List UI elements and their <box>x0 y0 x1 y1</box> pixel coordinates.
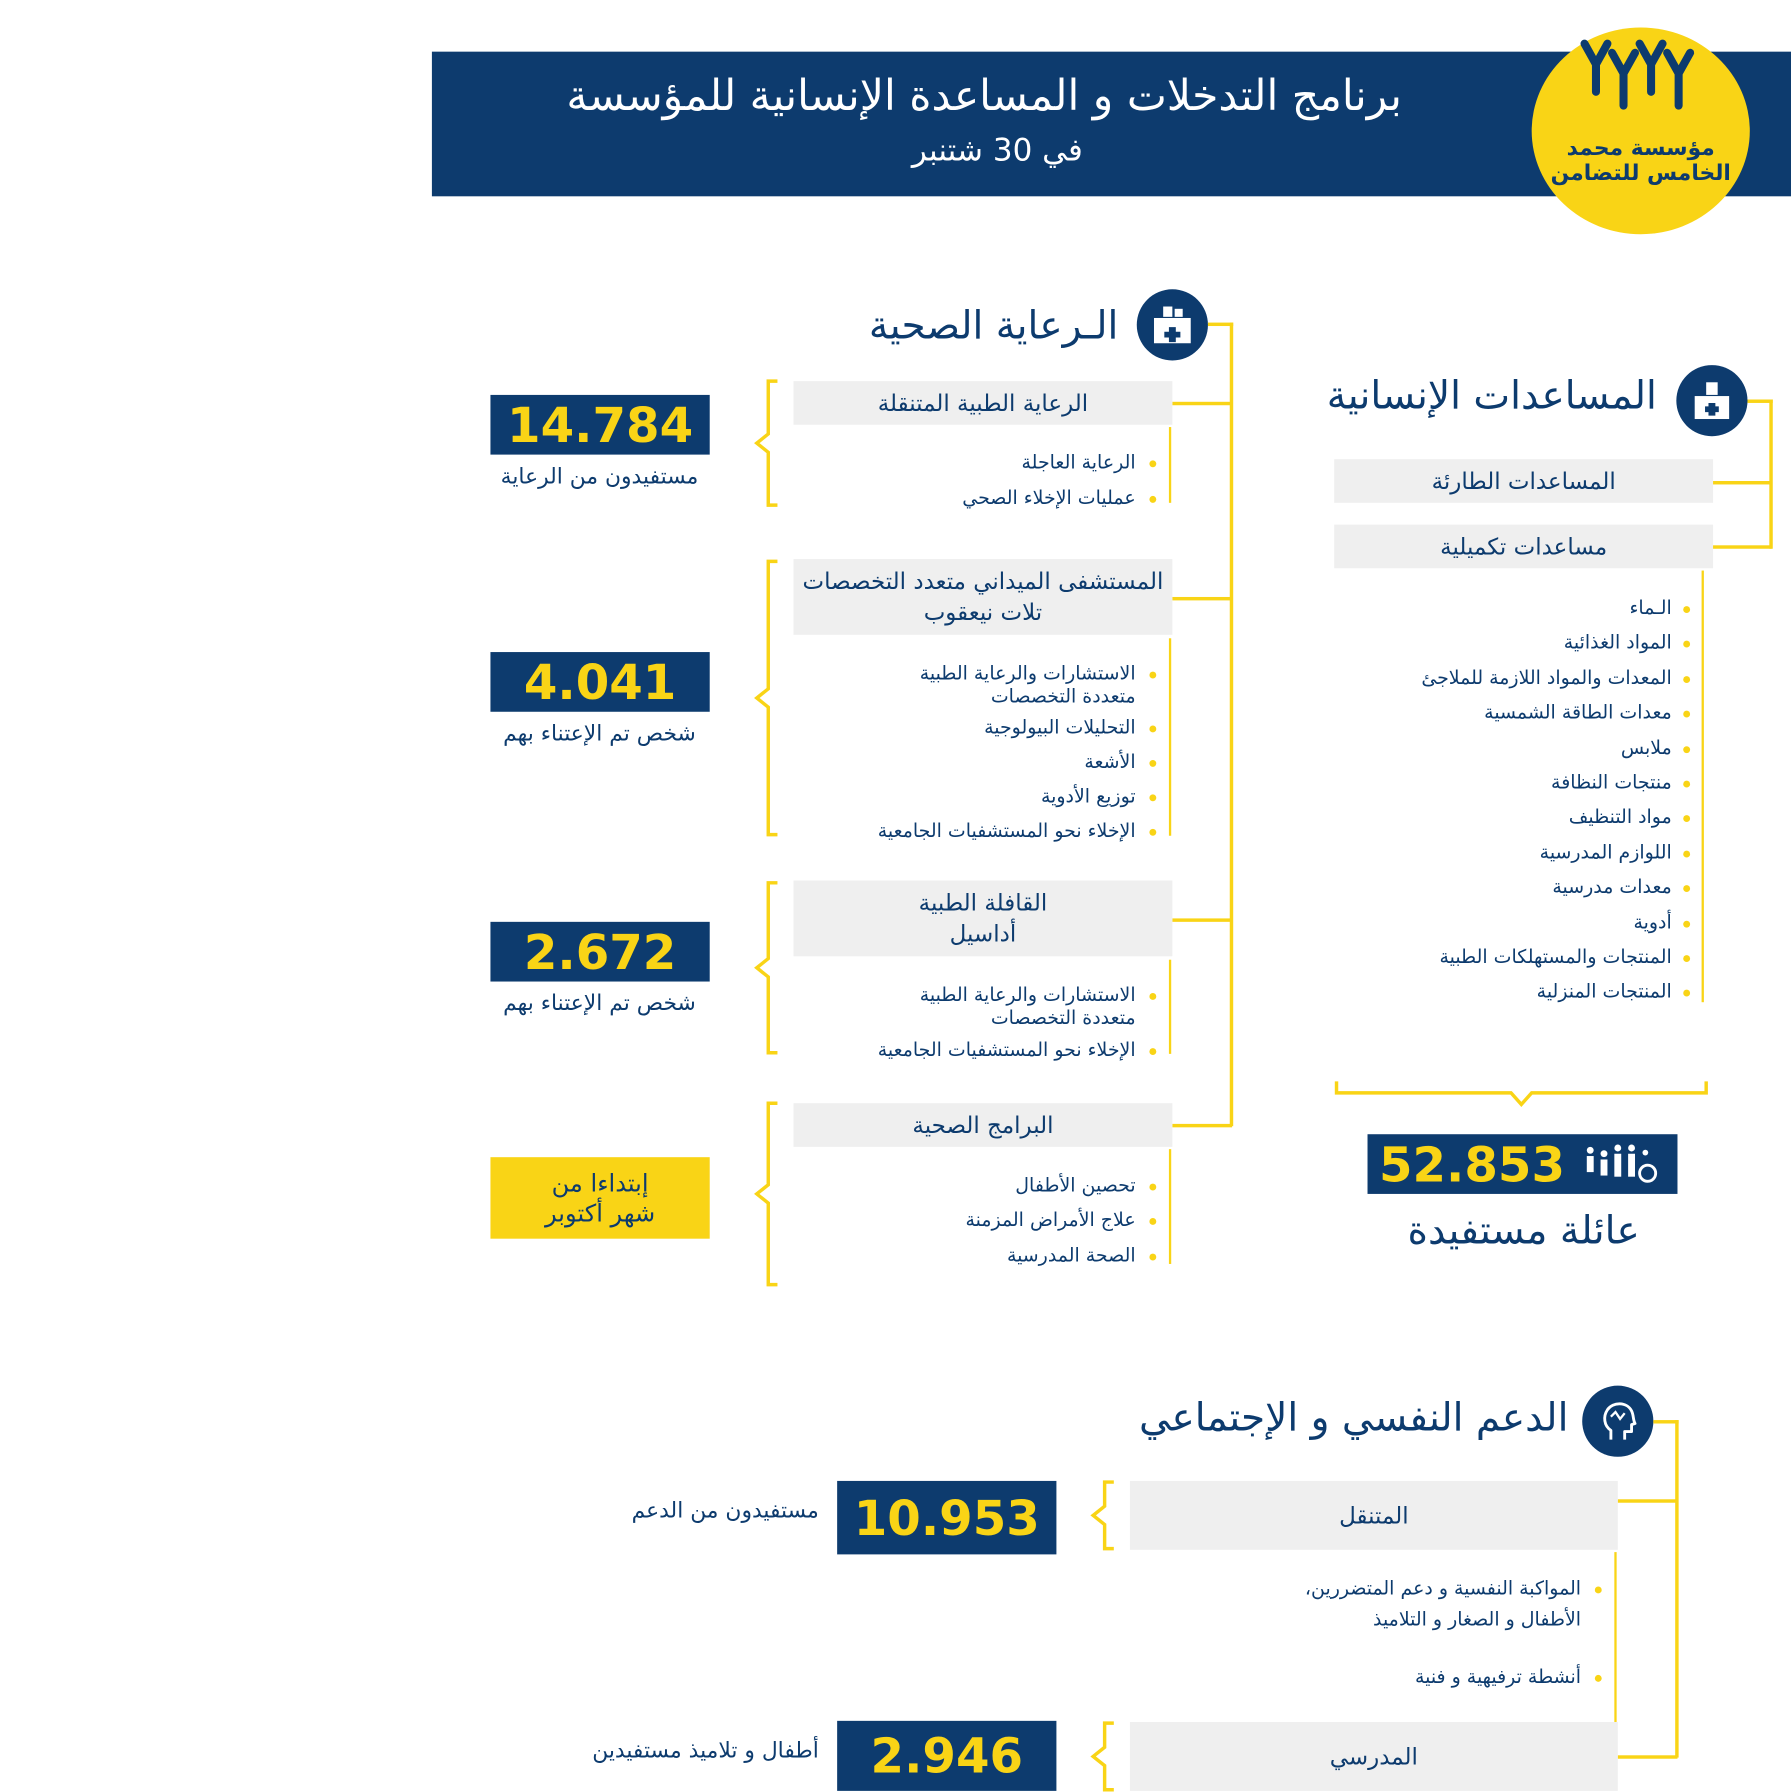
psych-item-line <box>1614 1552 1616 1722</box>
group3-brace <box>752 881 782 1055</box>
note-line: إبتداءا من <box>551 1169 649 1197</box>
bullet-dot <box>1683 781 1690 788</box>
stat-field-hospital: 4.041 <box>490 652 709 712</box>
list-item: المواكبة النفسية و دعم المتضررين، <box>1304 1577 1582 1600</box>
list-item: الأطفال و الصغار و التلاميذ <box>1373 1608 1582 1631</box>
psych-section-icon <box>1582 1386 1653 1457</box>
aid-list-item: ملابس <box>1620 736 1672 759</box>
psych-mobile-brace <box>1089 1480 1119 1551</box>
stat-caption: مستفيدون من الرعاية <box>500 463 699 490</box>
bullet-dot <box>1683 711 1690 718</box>
health-link-1 <box>1172 402 1232 405</box>
bullet-dot <box>1683 816 1690 823</box>
note-line: شهر أكتوبر <box>544 1199 656 1227</box>
bullet-dot <box>1149 726 1156 733</box>
aid-box-complementary: مساعدات تكميلية <box>1334 525 1713 569</box>
group3-item-line <box>1169 960 1171 1054</box>
group1-item-line <box>1169 427 1171 503</box>
group-subtitle: أداسيل <box>949 919 1017 948</box>
group2-brace <box>752 559 782 837</box>
group4-item-line <box>1169 1149 1171 1264</box>
list-item: الإخلاء نحو المستشفيات الجامعية <box>877 819 1136 842</box>
bullet-dot <box>1149 993 1156 1000</box>
bullet-dot <box>1683 885 1690 892</box>
medical-kit-icon <box>1149 302 1195 348</box>
bullet-dot <box>1683 641 1690 648</box>
people-logo-icon <box>1532 32 1750 135</box>
bullet-dot <box>1683 955 1690 962</box>
psych-link-1 <box>1618 1499 1678 1502</box>
humanitarian-link-1 <box>1712 481 1772 484</box>
aid-list-item: الـماء <box>1629 596 1672 619</box>
bullet-dot <box>1149 1184 1156 1191</box>
psych-box-mobile: المتنقل <box>1130 1481 1618 1550</box>
aid-list-item: اللوازم المدرسية <box>1539 841 1672 864</box>
bullet-dot <box>1683 606 1690 613</box>
stat-caption: مستفيدون من الدعم <box>631 1498 819 1524</box>
health-group-caravan <box>794 881 1173 957</box>
group4-brace <box>752 1101 782 1287</box>
list-item: الاستشارات والرعاية الطبية <box>919 983 1136 1006</box>
humanitarian-link-2 <box>1712 545 1772 548</box>
page-title: برنامج التدخلات و المساعدة الإنسانية للمؤسسة <box>566 71 1402 121</box>
bullet-dot <box>1683 920 1690 927</box>
bullet-dot <box>1683 746 1690 753</box>
list-item: توزيع الأدوية <box>1040 785 1136 808</box>
list-item: متعددة التخصصات <box>990 1006 1136 1029</box>
health-section-title: الـرعاية الصحية <box>868 303 1119 349</box>
bullet-dot <box>1149 760 1156 767</box>
families-stat: 52.853 <box>1378 1135 1566 1193</box>
group-subtitle: تلات نيعقوب <box>923 598 1043 626</box>
health-link-2 <box>1172 597 1232 600</box>
psych-school-brace <box>1089 1721 1119 1792</box>
bullet-dot <box>1149 1254 1156 1261</box>
page-date: في 30 شتنبر <box>911 133 1083 169</box>
aid-list-item: المواد الغذائية <box>1563 631 1672 654</box>
aid-bottom-brace <box>1334 1079 1708 1111</box>
humanitarian-section-title: المساعدات الإنسانية <box>1326 373 1657 420</box>
group1-brace <box>752 379 782 508</box>
aid-list-item: المعدات والمواد اللازمة للملاجئ <box>1421 666 1672 689</box>
aid-list-item: المنتجات والمستهلكات الطبية <box>1439 945 1672 968</box>
logo-text: مؤسسة محمد الخامس للتضامن <box>1550 135 1731 186</box>
bullet-dot <box>1683 850 1690 857</box>
aid-list-item: المنتجات المنزلية <box>1536 980 1672 1003</box>
health-group-programs: البرامج الصحية <box>794 1103 1173 1147</box>
bullet-dot <box>1595 1675 1602 1682</box>
health-group-field-hospital <box>794 559 1173 635</box>
aid-list-item: معدات الطاقة الشمسية <box>1484 701 1672 724</box>
list-item: الأشعة <box>1084 750 1136 773</box>
aid-box-emergency: المساعدات الطارئة <box>1334 459 1713 503</box>
family-icon <box>1581 1141 1661 1187</box>
aid-box-icon <box>1689 378 1735 424</box>
list-item: الإخلاء نحو المستشفيات الجامعية <box>877 1038 1136 1061</box>
list-item: أنشطة ترفيهية و فنية <box>1414 1665 1582 1688</box>
infographic-page <box>231 0 1791 1791</box>
bullet-dot <box>1683 676 1690 683</box>
stat-caption: شخص تم الإعتناء بهم <box>503 990 696 1016</box>
aid-list-item: معدات مدرسية <box>1552 876 1672 898</box>
list-item: تحصين الأطفال <box>1015 1174 1136 1197</box>
stat-caption: أطفال و تلاميذ مستفيدين <box>592 1738 819 1764</box>
bullet-dot <box>1149 829 1156 836</box>
aid-list-item: مواد التنظيف <box>1568 806 1672 829</box>
bullet-dot <box>1683 990 1690 997</box>
humanitarian-bracket-line <box>1769 400 1772 549</box>
health-link-4 <box>1172 1124 1232 1127</box>
bullet-dot <box>1595 1587 1602 1594</box>
aid-list-item: أدوية <box>1633 911 1672 933</box>
health-link-3 <box>1172 918 1232 921</box>
aid-item-line <box>1702 571 1704 1003</box>
bullet-dot <box>1149 1048 1156 1055</box>
group-title: المستشفى الميداني متعدد التخصصات <box>802 567 1164 595</box>
psych-box-school: المدرسي <box>1130 1722 1618 1791</box>
bullet-dot <box>1149 496 1156 503</box>
list-item: علاج الأمراض المزمنة <box>965 1208 1136 1231</box>
bullet-dot <box>1149 672 1156 679</box>
humanitarian-section-icon <box>1676 365 1747 436</box>
list-item: الاستشارات والرعاية الطبية <box>919 662 1136 685</box>
psych-link-2 <box>1618 1755 1678 1758</box>
psych-bracket-line <box>1675 1420 1678 1758</box>
health-section-icon <box>1137 289 1208 360</box>
head-mind-icon <box>1595 1398 1641 1444</box>
stat-caravan: 2.672 <box>490 922 709 982</box>
stat-psych-mobile: 10.953 <box>837 1481 1056 1554</box>
list-item: الرعاية العاجلة <box>1021 451 1136 473</box>
list-item: التحليلات البيولوجية <box>984 716 1136 739</box>
stat-mobile-care: 14.784 <box>490 395 709 455</box>
stat-psych-school: 2.946 <box>837 1721 1056 1791</box>
foundation-logo <box>1532 28 1750 235</box>
stat-caption: شخص تم الإعتناء بهم <box>503 720 696 747</box>
families-caption: عائلة مستفيدة <box>1407 1207 1640 1254</box>
list-item: عمليات الإخلاء الصحي <box>962 486 1136 509</box>
bullet-dot <box>1149 460 1156 467</box>
group2-item-line <box>1169 638 1171 835</box>
aid-list-item: منتجات النظافة <box>1551 771 1672 794</box>
group-title: القافلة الطبية <box>918 888 1048 917</box>
health-group-mobile: الرعاية الطبية المتنقلة <box>794 381 1173 425</box>
programs-note-box <box>490 1157 709 1239</box>
list-item: الصحة المدرسية <box>1006 1244 1136 1267</box>
bullet-dot <box>1149 794 1156 801</box>
list-item: متعددة التخصصات <box>990 685 1136 708</box>
psych-section-title: الدعم النفسي و الإجتماعي <box>1138 1394 1569 1441</box>
health-bracket-line <box>1230 323 1233 1127</box>
bullet-dot <box>1149 1218 1156 1225</box>
